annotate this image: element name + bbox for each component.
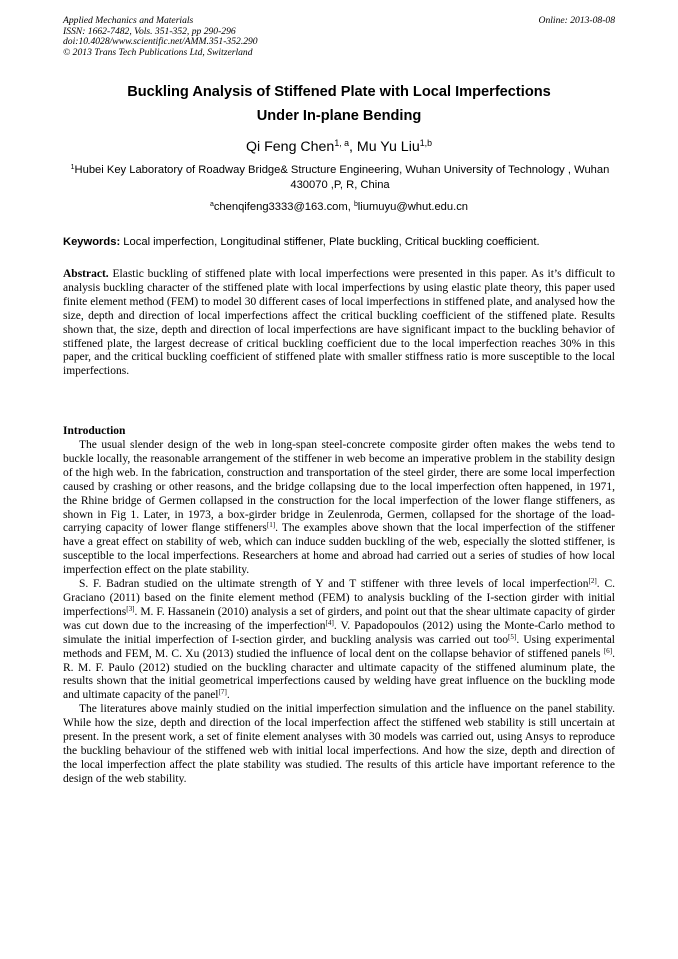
author-separator: , [349, 139, 357, 155]
journal-name: Applied Mechanics and Materials [63, 15, 194, 26]
online-date: Online: 2013-08-08 [538, 15, 615, 26]
intro-p1-text-b: . The examples above shown that the local imperfection of the stiffener have a great effect on stability of web, which can induce sudden buckling of the web, especially the slotted stiffener, is susceptible to the local imperfections. Researchers at home and abroad had carried out a series of studies of how local imperfection effect on the plate stability. [63, 522, 616, 577]
paper-title [60, 80, 618, 128]
intro-p2-text-e: . Using experimental methods and FEM, M. C. Xu (2013) studied the influence of local dent on the collapse behavior of stiffened panels [63, 633, 615, 660]
issn-line: ISSN: 1662-7482, Vols. 351-352, pp 290-296 [63, 25, 236, 37]
email-b: liumuyu@whut.edu.cn [357, 201, 469, 213]
keywords [63, 235, 615, 250]
abstract [63, 268, 615, 379]
intro-p2-text-d: . V. Papadopoulos (2012) using the Monte-Carlo method to simulate the initial imperfection of I-section girder, and buckling analysis was carried out too [63, 619, 615, 646]
title-line-2: Under In-plane Bending [256, 108, 422, 124]
introduction-body [63, 439, 615, 787]
email-a-mark: a [209, 201, 214, 209]
author-1-affil-mark: 1, a [334, 138, 350, 149]
email-b-mark: b [353, 201, 358, 209]
citation-3: [3] [126, 604, 135, 613]
intro-p1-text-a: The usual slender design of the web in long-span steel-concrete composite girder often makes the webs tend to buckle locally, the reasonable arrangement of the stiffener in web become an imperative problem in the stability design of the high web. In the fabrication, construction and transportation of the steel girder, there are some local imperfection caused by crashing or other reasons, and the bridge collapsing due to the local imperfection often happened, in 1971, the Rhine bridge of Germen collapsed in the construction for the local imperfection of the lower flange stiffeners, as shown in Fig 1. Later, in 1973, a box-girder bridge in Zeulenroda, Germen, collapsed for the shortage of the load-carrying capacity of lower flange stiffeners [63, 439, 615, 535]
author-2-name: Mu Yu Liu [356, 139, 420, 155]
email-a: chenqifeng3333@163.com, [213, 201, 354, 213]
author-1-name: Qi Feng Chen [246, 139, 335, 155]
author-list [60, 138, 618, 156]
citation-5: [5] [508, 632, 517, 641]
intro-paragraph-2 [63, 578, 615, 703]
intro-p2-text-c: . M. F. Hassanein (2010) analysis a set of girders, and point out that the shear ultimate capacity of girder was cut down due to the increasing of the imperfection [63, 605, 615, 632]
abstract-text: Elastic buckling of stiffened plate with local imperfections were presented in this paper. As it’s difficult to analysis buckling character of the stiffened plate with local imperfections by using elastic plate theory, this paper used finite element method (FEM) to model 30 different cases of local imperfections in stiffened plate, and analysed how the size, depth and direction of local imperfections affect the critical buckling coefficient of the stiffened plate. Results shown that, the size, depth and direction of local imperfections are have significant impact to the buckling behavior of stiffened plate, the largest decrease of critical buckling coefficient due to the local imperfection reaches 30% in this paper, and the critical buckling coefficient of stiffened plate with smaller stiffness ratio is more susceptible to the local imperfections. [63, 268, 615, 378]
citation-2: [2] [588, 577, 597, 586]
citation-7: [7] [218, 688, 227, 697]
affiliation-mark: 1 [70, 164, 75, 172]
citation-1: [1] [266, 521, 276, 530]
keywords-text: Local imperfection, Longitudinal stiffener, Plate buckling, Critical buckling coefficient. [120, 236, 540, 248]
affiliation-text: Hubei Key Laboratory of Roadway Bridge& Structure Engineering, Wuhan University of Technology , Wuhan 430070 ,P, R, China [74, 164, 610, 191]
intro-p2-text-f: . R. M. F. Paulo (2012) studied on the buckling character and ultimate capacity of the stiffened aluminum plate, the results shown that the initial geometrical imperfections caused by welding have great influence on the buckling mode and ultimate capacity of the panel [63, 647, 615, 702]
intro-paragraph-3: The literatures above mainly studied on the initial imperfection simulation and the influence on the panel stability. While how the size, depth and direction of the local imperfection affect the stiffened web stability is still uncertain at present. In the present work, a set of finite element analyses with 30 models was carried out, using Ansys to reproduce the buckling behaviour of the stiffened web with initial local imperfections. And how the size, depth and direction of the local imperfection affect the plate stability was studied. The results of this article have important reference to the design of the web stability. [63, 703, 615, 785]
abstract-label: Abstract. [63, 268, 109, 280]
doi-line: doi:10.4028/www.scientific.net/AMM.351-352.290 [63, 36, 258, 48]
intro-p2-text-g: . [226, 689, 230, 702]
journal-header [63, 16, 615, 58]
intro-p2-text-a: S. F. Badran studied on the ultimate strength of Y and T stiffener with three levels of local imperfection [79, 578, 589, 591]
intro-paragraph-1 [63, 439, 615, 578]
copyright-line: © 2013 Trans Tech Publications Ltd, Switzerland [63, 46, 253, 58]
introduction-heading: Introduction [63, 425, 126, 437]
keywords-label: Keywords: [63, 236, 121, 248]
intro-p2-text-b: . C. Graciano (2011) based on the finite element method (FEM) to analysis buckling of the I-section girder with initial imperfections [63, 578, 615, 618]
affiliation [62, 163, 618, 193]
author-2-affil-mark: 1,b [419, 138, 432, 149]
email-line [60, 200, 618, 215]
citation-4: [4] [325, 618, 334, 627]
citation-6: [6] [603, 646, 613, 655]
title-line-1: Buckling Analysis of Stiffened Plate with Local Imperfections [127, 84, 551, 100]
